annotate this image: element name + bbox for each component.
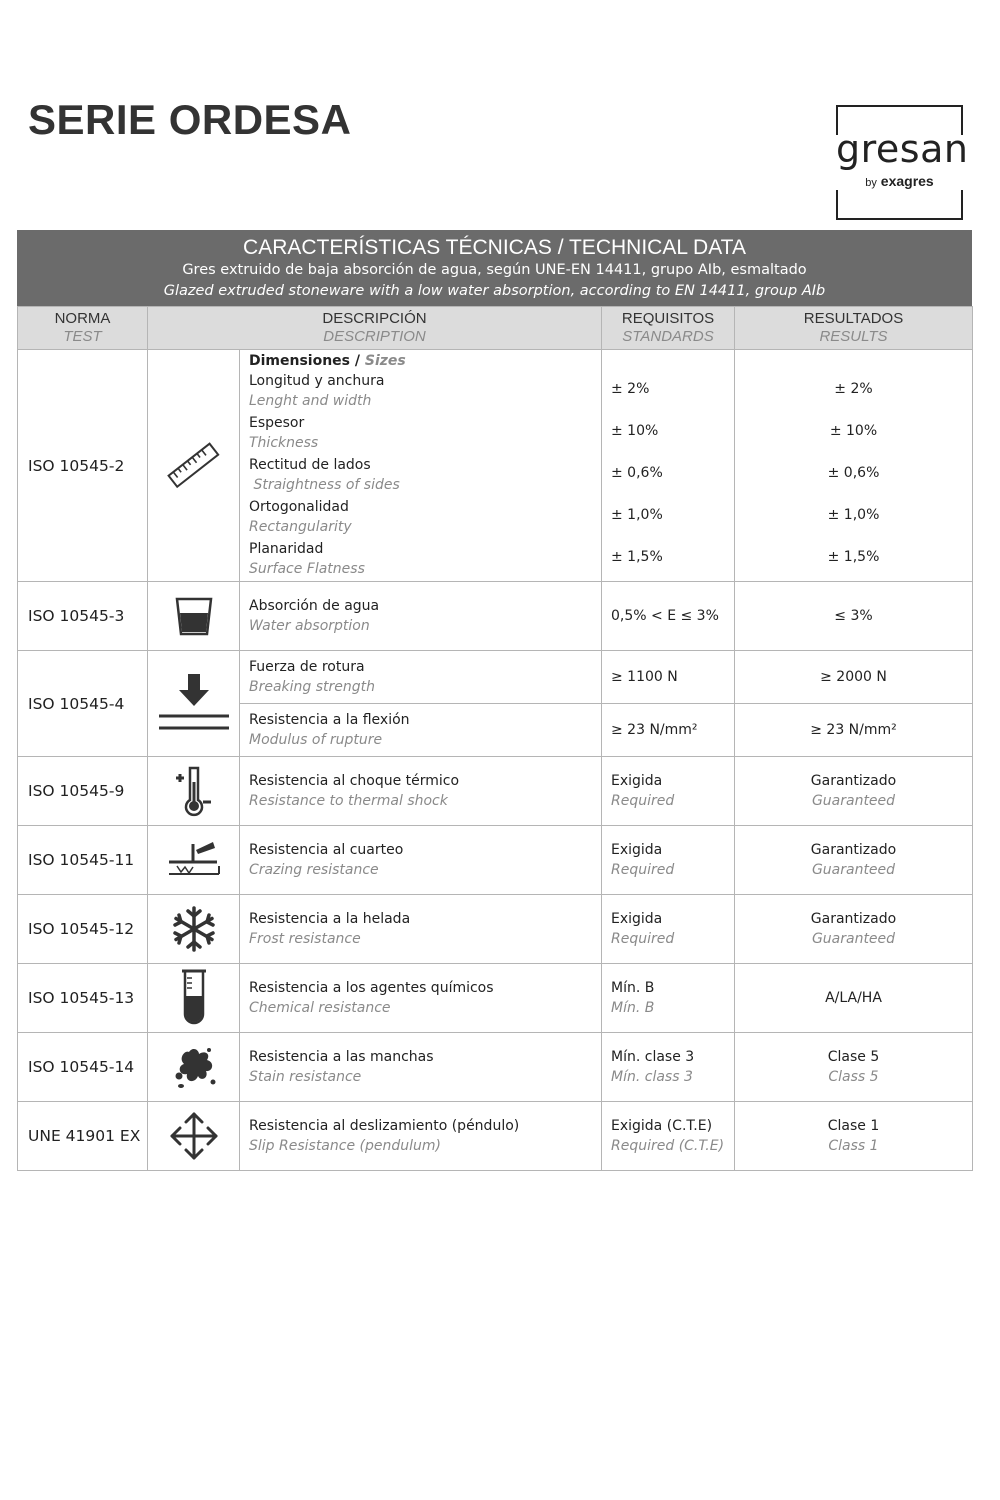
- norma-cell: ISO 10545-12: [18, 895, 148, 964]
- norma-cell: ISO 10545-14: [18, 1033, 148, 1102]
- desc-en: Thickness: [249, 434, 319, 451]
- results-cell: ≥ 2000 N: [735, 651, 973, 704]
- page-title: SERIE ORDESA: [28, 96, 352, 143]
- table-row: [18, 1033, 973, 1102]
- norma-cell: ISO 10545-4: [18, 651, 148, 757]
- brand-logo: [836, 105, 969, 220]
- table-row: [18, 964, 973, 1033]
- desc-es: Resistencia a los agentes químicos: [249, 980, 494, 996]
- logo-by: by: [865, 177, 877, 189]
- logo-brand: gresan: [836, 127, 969, 171]
- description-cell: [240, 895, 602, 964]
- standards-cell: ≥ 1100 N: [602, 651, 735, 704]
- ruler-icon: [164, 436, 224, 496]
- icon-cell: [148, 964, 240, 1033]
- logo-company: exagres: [880, 173, 934, 189]
- snowflake-icon: [170, 905, 218, 953]
- desc-en: Frost resistance: [249, 931, 361, 947]
- table-row: [18, 582, 973, 651]
- norma-cell: ISO 10545-2: [18, 350, 148, 582]
- result-value: Garantizado: [810, 911, 897, 927]
- test-tube-icon: [176, 968, 212, 1028]
- icon-cell: [148, 651, 240, 757]
- description-cell: [240, 757, 602, 826]
- standards-cell: [602, 757, 735, 826]
- standard-value-en: Mín. class 3: [611, 1069, 693, 1085]
- desc-en: Water absorption: [249, 618, 370, 634]
- result-value: ± 1,0%: [827, 507, 880, 523]
- desc-en: Straightness of sides: [249, 476, 400, 493]
- icon-cell: [148, 1102, 240, 1171]
- desc-en: Chemical resistance: [249, 1000, 391, 1016]
- column-headers: [18, 307, 973, 350]
- description-cell: [240, 1102, 602, 1171]
- table-row: [18, 350, 973, 582]
- desc-en: Stain resistance: [249, 1069, 362, 1085]
- standards-cell: ≥ 23 N/mm²: [602, 704, 735, 757]
- icon-cell: [148, 895, 240, 964]
- water-glass-icon: [172, 594, 216, 638]
- desc-en: Modulus of rupture: [249, 732, 383, 748]
- desc-en: Rectangularity: [249, 518, 352, 535]
- results-cell: ≥ 23 N/mm²: [735, 704, 973, 757]
- result-value: ± 0,6%: [827, 465, 880, 481]
- icon-cell: [148, 1033, 240, 1102]
- thermometer-icon: [172, 764, 216, 818]
- table-title: CARACTERÍSTICAS TÉCNICAS / TECHNICAL DATA: [243, 236, 746, 259]
- standard-value: Exigida: [611, 842, 663, 858]
- desc-es: Fuerza de rotura: [249, 659, 365, 675]
- desc-es: Ortogonalidad: [249, 498, 349, 515]
- table-header: [17, 230, 972, 306]
- desc-es: Resistencia al cuarteo: [249, 842, 404, 858]
- col-description: DESCRIPCIÓN DESCRIPTION: [148, 307, 602, 350]
- col-results: RESULTADOS RESULTS: [735, 307, 973, 350]
- col-standards: REQUISITOS STANDARDS: [602, 307, 735, 350]
- desc-es: Planaridad: [249, 540, 324, 557]
- result-value: ± 1,5%: [827, 549, 880, 565]
- results-cell: [735, 350, 973, 582]
- standard-value: ± 2%: [611, 381, 650, 397]
- table-subtitle-en: Glazed extruded stoneware with a low water absorption, according to EN 14411, group AIb: [163, 283, 826, 299]
- result-value: A/LA/HA: [825, 990, 882, 1006]
- standard-value: ± 1,5%: [611, 549, 663, 565]
- stain-icon: [169, 1044, 219, 1090]
- desc-es: Espesor: [249, 414, 305, 431]
- norma-cell: ISO 10545-11: [18, 826, 148, 895]
- standards-cell: [602, 350, 735, 582]
- results-cell: [735, 826, 973, 895]
- table-row: [18, 757, 973, 826]
- norma-cell: ISO 10545-3: [18, 582, 148, 651]
- desc-en: Crazing resistance: [249, 862, 379, 878]
- icon-cell: [148, 757, 240, 826]
- standard-value: Exigida: [611, 911, 663, 927]
- desc-es: Absorción de agua: [249, 598, 380, 614]
- norma-cell: UNE 41901 EX: [18, 1102, 148, 1171]
- description-cell: [240, 1033, 602, 1102]
- description-cell: [240, 704, 602, 757]
- description-cell: [240, 350, 602, 582]
- result-value-en: Guaranteed: [811, 862, 896, 878]
- desc-es: Resistencia al deslizamiento (péndulo): [249, 1118, 520, 1134]
- result-value-en: Class 1: [828, 1138, 879, 1154]
- norma-cell: ISO 10545-9: [18, 757, 148, 826]
- standard-value-en: Required: [611, 793, 675, 809]
- table-row: [18, 826, 973, 895]
- standard-value: Mín. B: [611, 980, 655, 996]
- icon-cell: [148, 826, 240, 895]
- result-value: ± 10%: [829, 423, 878, 439]
- standard-value-en: Required: [611, 862, 675, 878]
- table-row: [18, 651, 973, 704]
- desc-es: Resistencia a la helada: [249, 911, 411, 927]
- norma-cell: ISO 10545-13: [18, 964, 148, 1033]
- standards-cell: [602, 895, 735, 964]
- table-row: [18, 1102, 973, 1171]
- result-value: ± 2%: [834, 381, 873, 397]
- results-cell: [735, 964, 973, 1033]
- standards-cell: 0,5% < E ≤ 3%: [602, 582, 735, 651]
- icon-cell: [148, 350, 240, 582]
- slip-arrows-icon: [168, 1110, 220, 1162]
- results-cell: [735, 1102, 973, 1171]
- standards-cell: [602, 826, 735, 895]
- logo-byline: [836, 173, 963, 189]
- standard-value: Exigida: [611, 773, 663, 789]
- result-value-en: Class 5: [828, 1069, 879, 1085]
- result-value: Clase 1: [827, 1118, 880, 1134]
- standard-value-en: Mín. B: [611, 1000, 655, 1016]
- results-cell: [735, 757, 973, 826]
- standard-value: ± 1,0%: [611, 507, 663, 523]
- crazing-icon: [165, 838, 223, 882]
- icon-cell: [148, 582, 240, 651]
- standard-value: Mín. clase 3: [611, 1049, 695, 1065]
- results-cell: ≤ 3%: [735, 582, 973, 651]
- standards-cell: [602, 1033, 735, 1102]
- desc-en: Lenght and width: [249, 392, 372, 409]
- results-cell: [735, 1033, 973, 1102]
- results-cell: [735, 895, 973, 964]
- technical-data-table: [17, 230, 972, 1171]
- standards-cell: [602, 1102, 735, 1171]
- result-value: Garantizado: [810, 773, 897, 789]
- standard-value: ± 0,6%: [611, 465, 663, 481]
- table-subtitle-es: Gres extruido de baja absorción de agua, según UNE-EN 14411, grupo AIb, esmaltado: [182, 262, 807, 278]
- result-value: Garantizado: [810, 842, 897, 858]
- breaking-force-icon: [157, 672, 231, 736]
- desc-en: Surface Flatness: [249, 560, 365, 577]
- description-cell: [240, 826, 602, 895]
- result-value-en: Guaranteed: [811, 793, 896, 809]
- standard-value-en: Required (C.T.E): [611, 1138, 725, 1154]
- result-value: Clase 5: [827, 1049, 880, 1065]
- standard-value: ± 10%: [611, 423, 659, 439]
- standards-cell: [602, 964, 735, 1033]
- description-cell: [240, 964, 602, 1033]
- table-row: [18, 895, 973, 964]
- dimensions-title: Dimensiones / Sizes: [249, 352, 406, 369]
- result-value-en: Guaranteed: [811, 931, 896, 947]
- description-cell: [240, 651, 602, 704]
- desc-es: Longitud y anchura: [249, 372, 385, 389]
- standard-value: Exigida (C.T.E): [611, 1118, 713, 1134]
- standard-value-en: Required: [611, 931, 675, 947]
- col-norma: NORMA TEST: [18, 307, 148, 350]
- desc-en: Breaking strength: [249, 679, 376, 695]
- desc-es: Resistencia al choque térmico: [249, 773, 460, 789]
- desc-en: Slip Resistance (pendulum): [249, 1138, 441, 1154]
- desc-es: Resistencia a la flexión: [249, 712, 410, 728]
- desc-es: Rectitud de lados: [249, 456, 371, 473]
- desc-en: Resistance to thermal shock: [249, 793, 448, 809]
- desc-es: Resistencia a las manchas: [249, 1049, 434, 1065]
- description-cell: [240, 582, 602, 651]
- logo-bracket-bottom: [836, 190, 963, 220]
